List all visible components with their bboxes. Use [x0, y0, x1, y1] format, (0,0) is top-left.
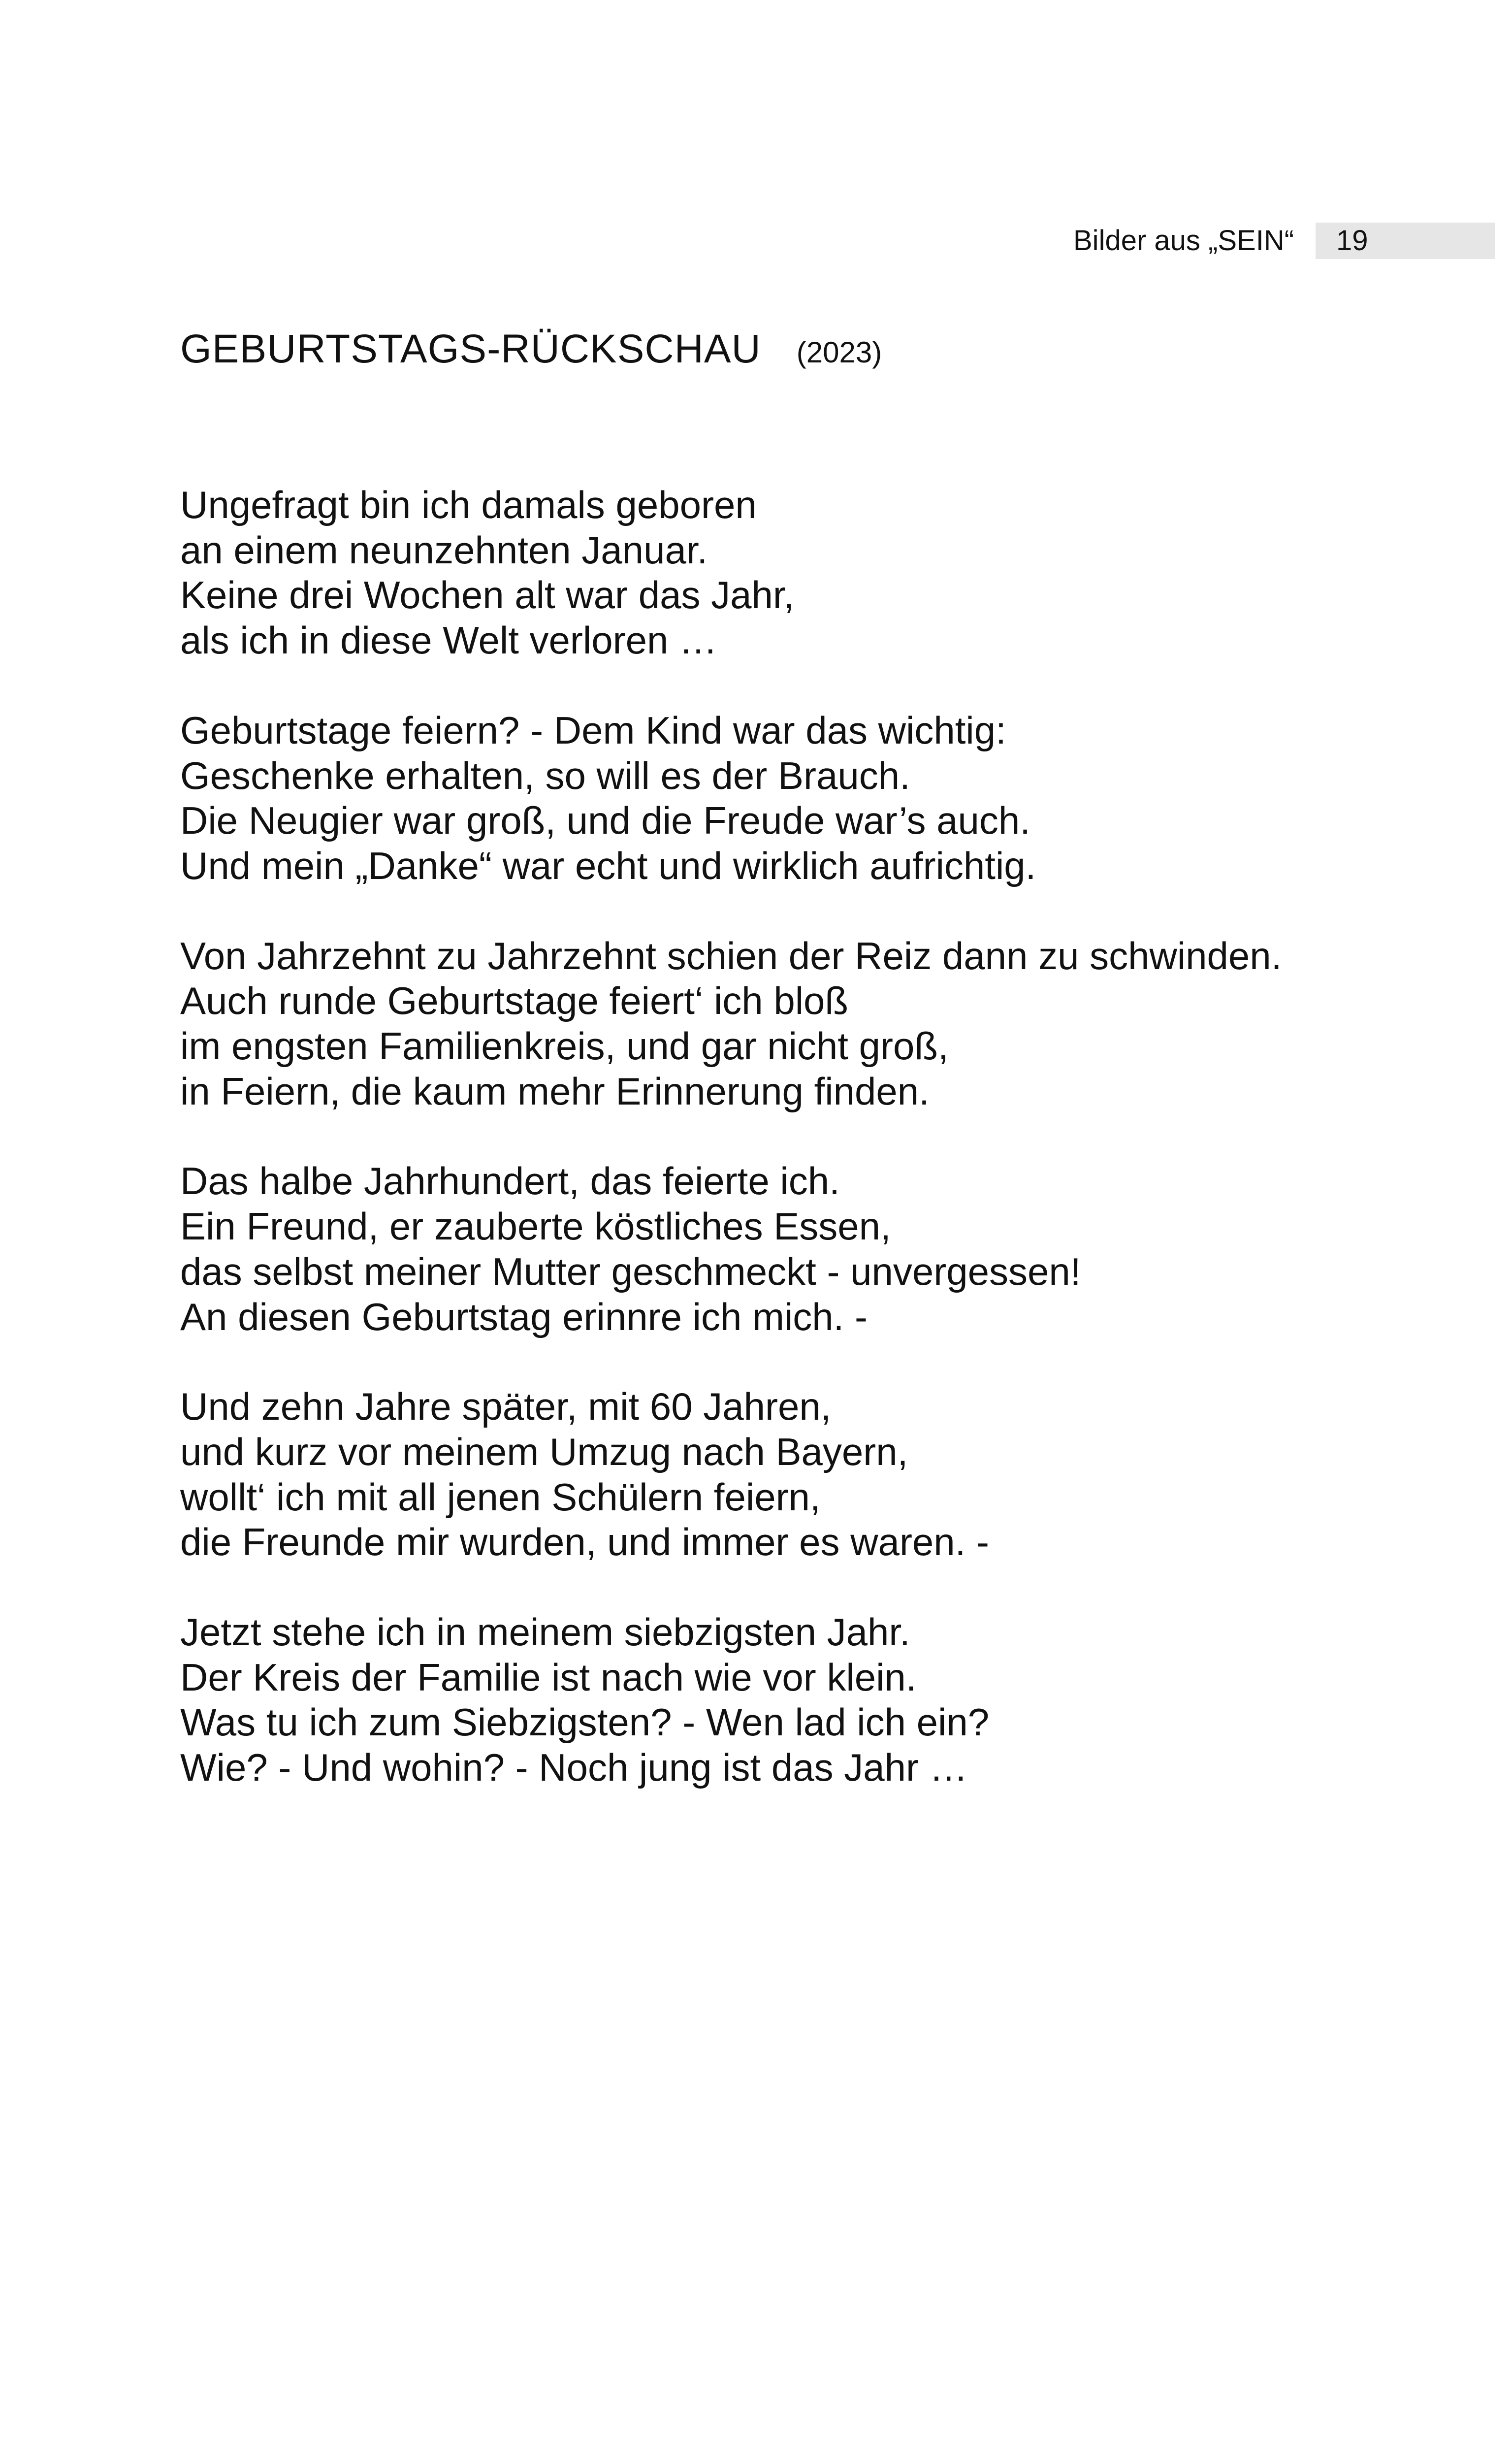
poem-line: Der Kreis der Familie ist nach wie vor klein. [180, 1655, 917, 1699]
poem-line: Ungefragt bin ich damals geboren [180, 483, 757, 526]
poem-line: Das halbe Jahrhundert, das feierte ich. [180, 1159, 840, 1203]
poem-line: Und zehn Jahre später, mit 60 Jahren, [180, 1385, 832, 1429]
stanza-2 [180, 708, 1411, 889]
stanza-3 [180, 934, 1411, 1114]
poem-heading [180, 326, 1411, 385]
page-number: 19 [1336, 225, 1368, 257]
poem [180, 326, 1411, 1835]
running-header [1073, 223, 1495, 259]
stanza-1 [180, 483, 1411, 663]
stanza-6 [180, 1610, 1411, 1791]
poem-line: Und mein „Danke“ war echt und wirklich aufrichtig. [180, 844, 1036, 887]
poem-line: als ich in diese Welt verloren … [180, 619, 718, 662]
poem-line: Keine drei Wochen alt war das Jahr, [180, 573, 795, 617]
poem-line: Jetzt stehe ich in meinem siebzigsten Jahr. [180, 1610, 910, 1654]
poem-line: an einem neunzehnten Januar. [180, 528, 708, 572]
poem-line: wollt‘ ich mit all jenen Schülern feiern, [180, 1475, 821, 1519]
poem-line: die Freunde mir wurden, und immer es waren. - [180, 1520, 989, 1564]
stanza-4 [180, 1159, 1411, 1339]
poem-line: Von Jahrzehnt zu Jahrzehnt schien der Reiz dann zu schwinden. [180, 934, 1282, 977]
poem-line: Was tu ich zum Siebzigsten? - Wen lad ich ein? [180, 1700, 990, 1744]
poem-line: und kurz vor meinem Umzug nach Bayern, [180, 1430, 908, 1473]
poem-line: Ein Freund, er zauberte köstliches Essen, [180, 1205, 891, 1248]
poem-stanzas [180, 483, 1411, 1791]
poem-title: GEBURTSTAGS-RÜCKSCHAU [180, 326, 761, 371]
poem-line: Wie? - Und wohin? - Noch jung ist das Jahr … [180, 1746, 968, 1790]
poem-year: (2023) [796, 336, 882, 369]
poem-line: Geburtstage feiern? - Dem Kind war das wichtig: [180, 708, 1006, 752]
running-title: Bilder aus „SEIN“ [1073, 225, 1294, 257]
poem-line: in Feiern, die kaum mehr Erinnerung finden. [180, 1069, 930, 1113]
poem-line: An diesen Geburtstag erinnre ich mich. - [180, 1295, 868, 1338]
poem-line: Auch runde Geburtstage feiert‘ ich bloß [180, 979, 849, 1023]
poem-line: im engsten Familienkreis, und gar nicht groß, [180, 1024, 949, 1068]
stanza-5 [180, 1384, 1411, 1565]
poem-line: Geschenke erhalten, so will es der Brauch. [180, 753, 910, 797]
poem-line: Die Neugier war groß, und die Freude war’s auch. [180, 799, 1030, 843]
poem-line: das selbst meiner Mutter geschmeckt - unvergessen! [180, 1249, 1081, 1293]
page-number-box [1316, 223, 1495, 259]
